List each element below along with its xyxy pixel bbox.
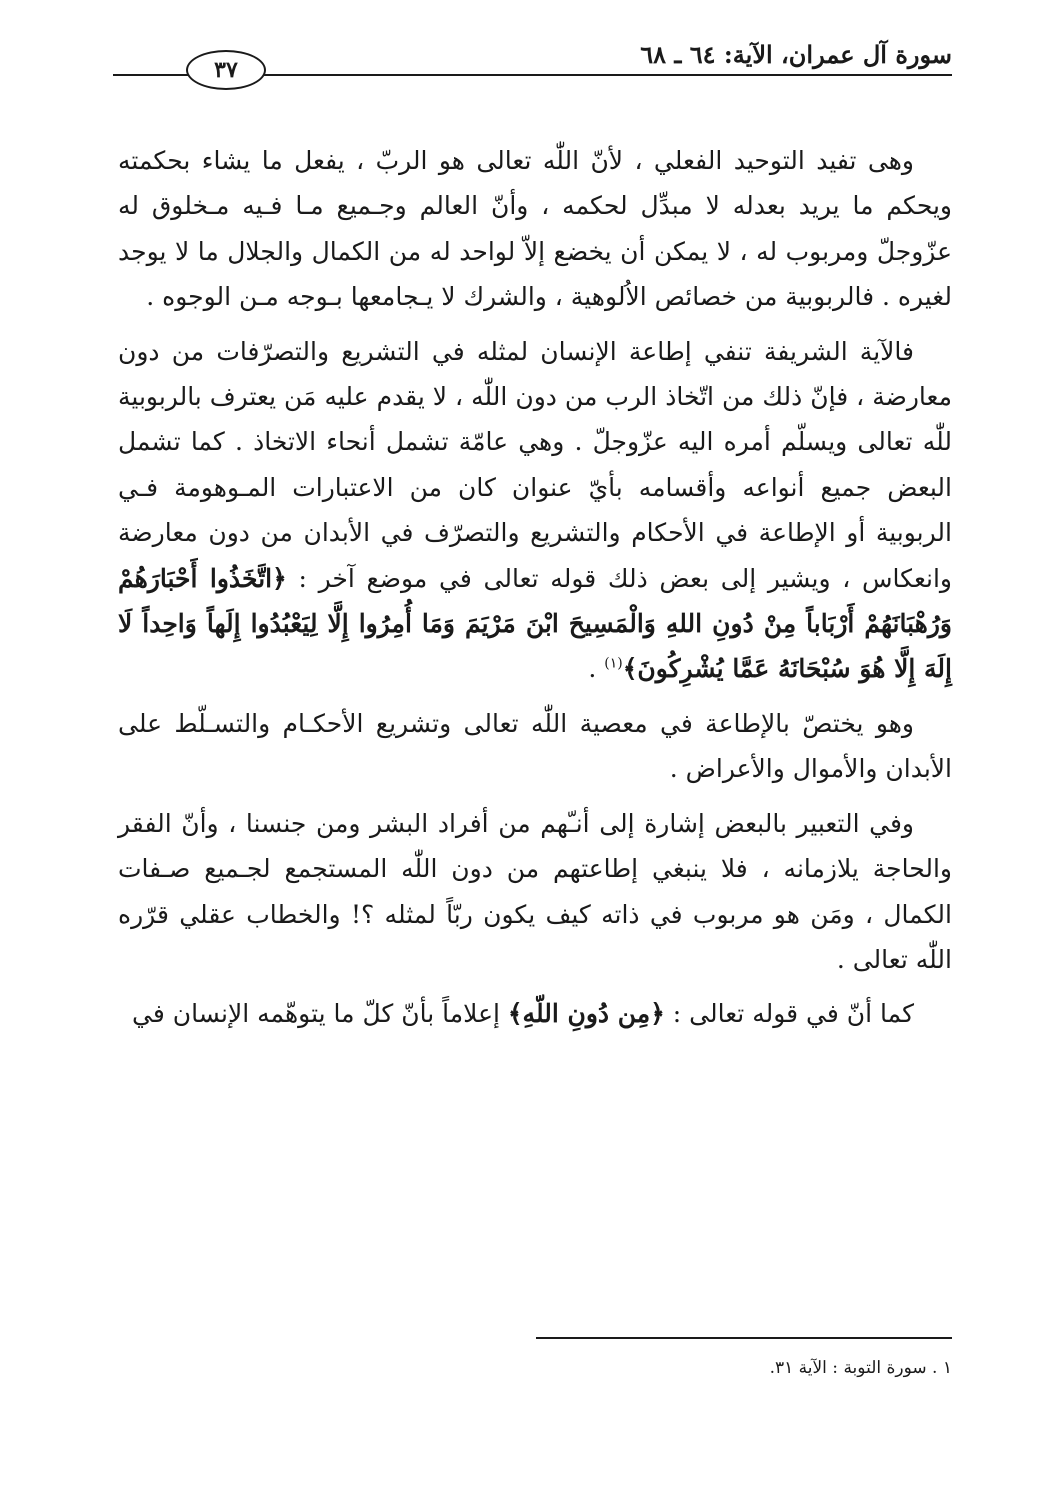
paragraph-3	[118, 701, 952, 792]
paragraph-5	[118, 991, 952, 1036]
paragraph-4	[118, 801, 952, 983]
footnote-reference: (١)	[604, 656, 623, 673]
body-text	[118, 138, 952, 1046]
paragraph-1-text: وهى تفيد التوحيد الفعلي ، لأنّ اللّٰه تعالى هو الربّ ، يفعل ما يشاء بحكمته ويحكم ما يريد بعدله لا مبدِّل لحكمه ، وأنّ العالم وجـميع مـا فـيه مـخلوق له عزّوجلّ ومربوب له ، لا يمكن أن يخضع إلاّ لواحد له من الكمال والجلال ما لا يوجد لغيره . فالربوبية من خصائص الاُلوهية ، والشرك لا يـجامعها بـوجه مـن الوجوه .	[118, 146, 952, 312]
paragraph-5-end: إعلاماً بأنّ كلّ ما يتوهّمه الإنسان في	[132, 999, 508, 1029]
paragraph-2	[118, 329, 952, 692]
paragraph-5-text: كما أنّ في قوله تعالى :	[664, 999, 914, 1029]
paragraph-4-text: وفي التعبير بالبعض إشارة إلى أنـّهم من أفراد البشر ومن جنسنا ، وأنّ الفقر والحاجة يلازمانه ، فلا ينبغي إطاعتهم من دون اللّٰه المستجمع لجـميع صـفات الكمال ، ومَن هو مربوب في ذاته كيف يكون ربّاً لمثله ؟! والخطاب عقلي قرّره اللّٰه تعالى .	[118, 808, 952, 974]
paragraph-2-text: فالآية الشريفة تنفي إطاعة الإنسان لمثله في التشريع والتصرّفات من دون معارضة ، فإنّ ذلك من اتّخاذ الرب من دون اللّٰه ، لا يقدم عليه مَن يعترف بالربوبية للّٰه تعالى ويسلّم أمره اليه عزّوجلّ . وهي عامّة تشمل أنحاء الاتخاذ . كما تشمل البعض جميع أنواعه وأقسامه بأيّ عنوان كان من الاعتبارات المـوهومة فـي الربوبية أو الإطاعة في الأحكام والتشريع والتصرّف في الأبدان من دون معارضة وانعكاس ، ويشير إلى بعض ذلك قوله تعالى في موضع آخر :	[118, 336, 952, 593]
footnote: ١ . سورة التوبة : الآية ٣١.	[769, 1358, 952, 1378]
paragraph-1	[118, 138, 952, 320]
quran-phrase: ﴿مِن دُونِ اللّهِ﴾	[507, 999, 665, 1029]
running-title: سورة آل عمران، الآية: ٦٤ ـ ٦٨	[640, 40, 952, 69]
paragraph-3-text: وهو يختصّ بالإطاعة في معصية اللّٰه تعالى وتشريع الأحكـام والتسـلّط على الأبدان والأموال والأعراض .	[118, 708, 952, 784]
page-number	[186, 50, 266, 90]
quran-verse: ﴿اتَّخَذُوا أَحْبَارَهُمْ وَرُهْبَانَهُمْ أَرْبَاباً مِنْ دُونِ اللهِ وَالْمَسِيحَ ابْنَ مَرْيَمَ وَمَا أُمِرُوا إِلَّا لِيَعْبُدُوا إِلَهاً وَاحِداً لَا إِلَهَ إِلَّا هُوَ سُبْحَانَهُ عَمَّا يُشْرِكُونَ﴾	[118, 563, 952, 684]
paragraph-2-end: .	[588, 654, 605, 684]
page-number-text: ٣٧	[214, 57, 238, 83]
footnote-rule	[536, 1337, 952, 1339]
